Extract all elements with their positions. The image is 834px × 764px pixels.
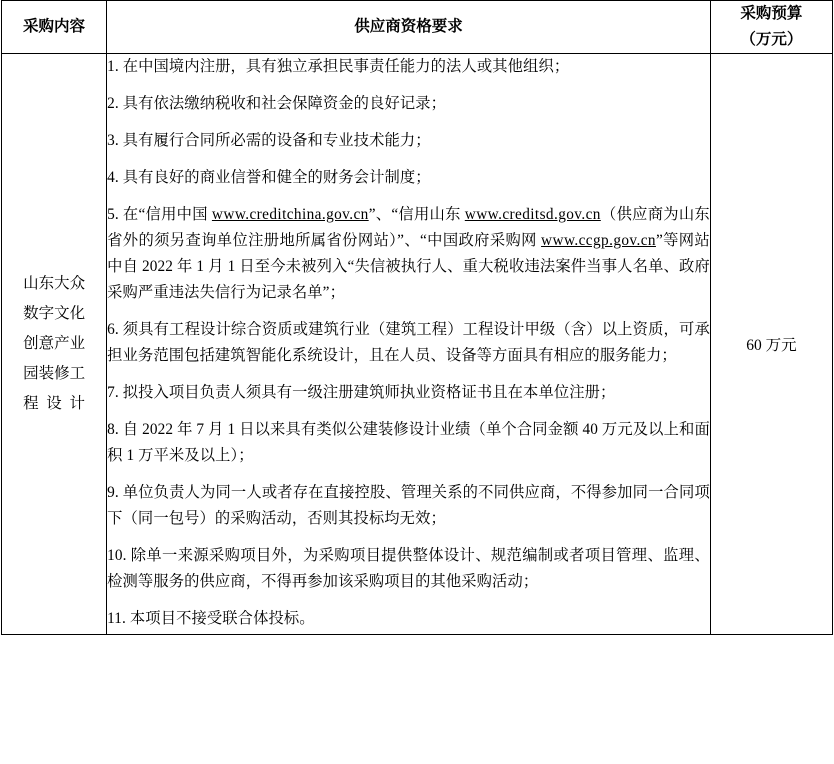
requirement-item: 5. 在“信用中国 www.creditchina.gov.cn”、“信用山东 www.creditsd.gov.cn（供应商为山东省外的须另查询单位注册地所属省份网站）”、“中国政府采购网 www.ccgp.gov.cn”等网站中自 2022 年 1 月 1 日至今未被列入“失信被执行人、重大税收违法案件当事人名单、政府采购严重违法失信行为记录名单”；	[107, 206, 710, 301]
requirement-item: 3. 具有履行合同所必需的设备和专业技术能力；	[107, 132, 431, 149]
requirement-item: 10. 除单一来源采购项目外，为采购项目提供整体设计、规范编制或者项目管理、监理、检测等服务的供应商，不得再参加该采购项目的其他采购活动；	[107, 547, 710, 590]
cell-budget-value: 60 万元	[710, 54, 832, 635]
cell-procurement-content	[2, 54, 107, 635]
requirement-item: 11. 本项目不接受联合体投标。	[107, 610, 315, 627]
header-procurement-content: 采购内容	[2, 1, 107, 54]
header-budget-line1: 采购预算	[740, 5, 803, 22]
requirement-item: 7. 拟投入项目负责人须具有一级注册建筑师执业资格证书且在本单位注册；	[107, 384, 616, 401]
requirement-item: 2. 具有依法缴纳税收和社会保障资金的良好记录；	[107, 95, 447, 112]
procurement-content-text: 山东大众数字文化创意产业园装修工程设计	[23, 275, 86, 412]
table-header-row	[2, 1, 833, 54]
link-ccgp: www.ccgp.gov.cn	[541, 232, 656, 249]
header-budget-line2: （万元）	[740, 31, 803, 48]
requirement-item: 1. 在中国境内注册，具有独立承担民事责任能力的法人或其他组织；	[107, 58, 570, 75]
requirement-item: 8. 自 2022 年 7 月 1 日以来具有类似公建装修设计业绩（单个合同金额 40 万元及以上和面积 1 万平米及以上）；	[107, 421, 710, 464]
link-creditsd: www.creditsd.gov.cn	[464, 206, 601, 223]
cell-supplier-requirements	[107, 54, 711, 635]
requirement-item: 9. 单位负责人为同一人或者存在直接控股、管理关系的不同供应商，不得参加同一合同项下（同一包号）的采购活动，否则其投标均无效；	[107, 484, 710, 527]
procurement-requirements-table	[1, 0, 833, 635]
requirement-item: 6. 须具有工程设计综合资质或建筑行业（建筑工程）工程设计甲级（含）以上资质，可承担业务范围包括建筑智能化系统设计，且在人员、设备等方面具有相应的服务能力；	[107, 321, 710, 364]
requirement-item: 4. 具有良好的商业信誉和健全的财务会计制度；	[107, 169, 431, 186]
link-creditchina: www.creditchina.gov.cn	[211, 206, 369, 223]
table-row	[2, 54, 833, 635]
header-budget	[710, 1, 832, 54]
header-supplier-requirements: 供应商资格要求	[107, 1, 711, 54]
